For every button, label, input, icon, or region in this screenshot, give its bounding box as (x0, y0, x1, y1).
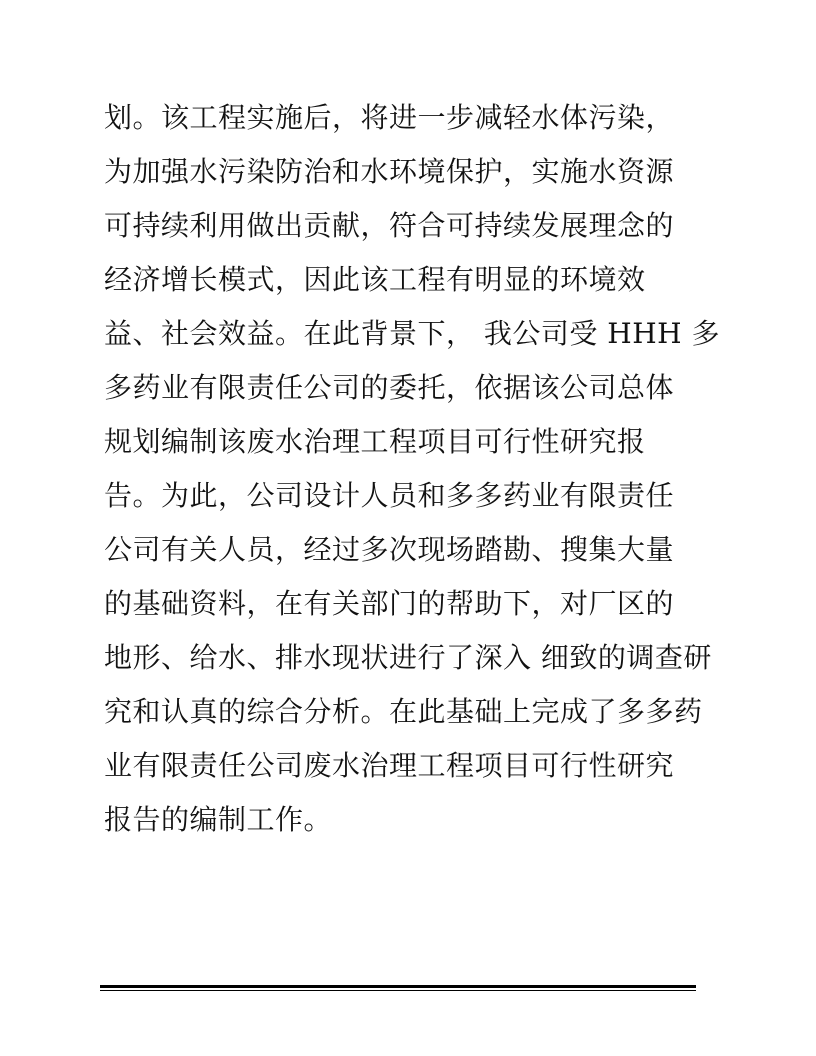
text-line: 地形、给水、排水现状进行了深入 细致的调查研 (104, 641, 712, 674)
footer-divider-thin-line (100, 990, 696, 991)
body-paragraph (104, 96, 744, 852)
text-line: 益、社会效益。在此背景下， 我公司受 HHH 多 (104, 317, 720, 350)
footer-divider (100, 985, 696, 991)
text-line: 究和认真的综合分析。在此基础上完成了多多药 (104, 695, 703, 728)
text-line: 的基础资料，在有关部门的帮助下，对厂区的 (104, 587, 675, 620)
text-line: 告。为此，公司设计人员和多多药业有限责任 (104, 479, 675, 512)
text-line: 为加强水污染防治和水环境保护，实施水资源 (104, 155, 675, 188)
text-line: 多药业有限责任公司的委托，依据该公司总体 (104, 371, 675, 404)
text-line: 公司有关人员，经过多次现场踏勘、搜集大量 (104, 533, 675, 566)
text-line: 业有限责任公司废水治理工程项目可行性研究 (104, 749, 675, 782)
text-line: 可持续利用做出贡献，符合可持续发展理念的 (104, 209, 675, 242)
text-line: 报告的编制工作。 (104, 803, 333, 836)
text-line: 规划编制该废水治理工程项目可行性研究报 (104, 425, 646, 458)
text-line: 经济增长模式，因此该工程有明显的环境效 (104, 263, 646, 296)
footer-divider-thick-line (100, 985, 696, 988)
text-line: 划。该工程实施后，将进一步减轻水体污染， (104, 101, 675, 134)
